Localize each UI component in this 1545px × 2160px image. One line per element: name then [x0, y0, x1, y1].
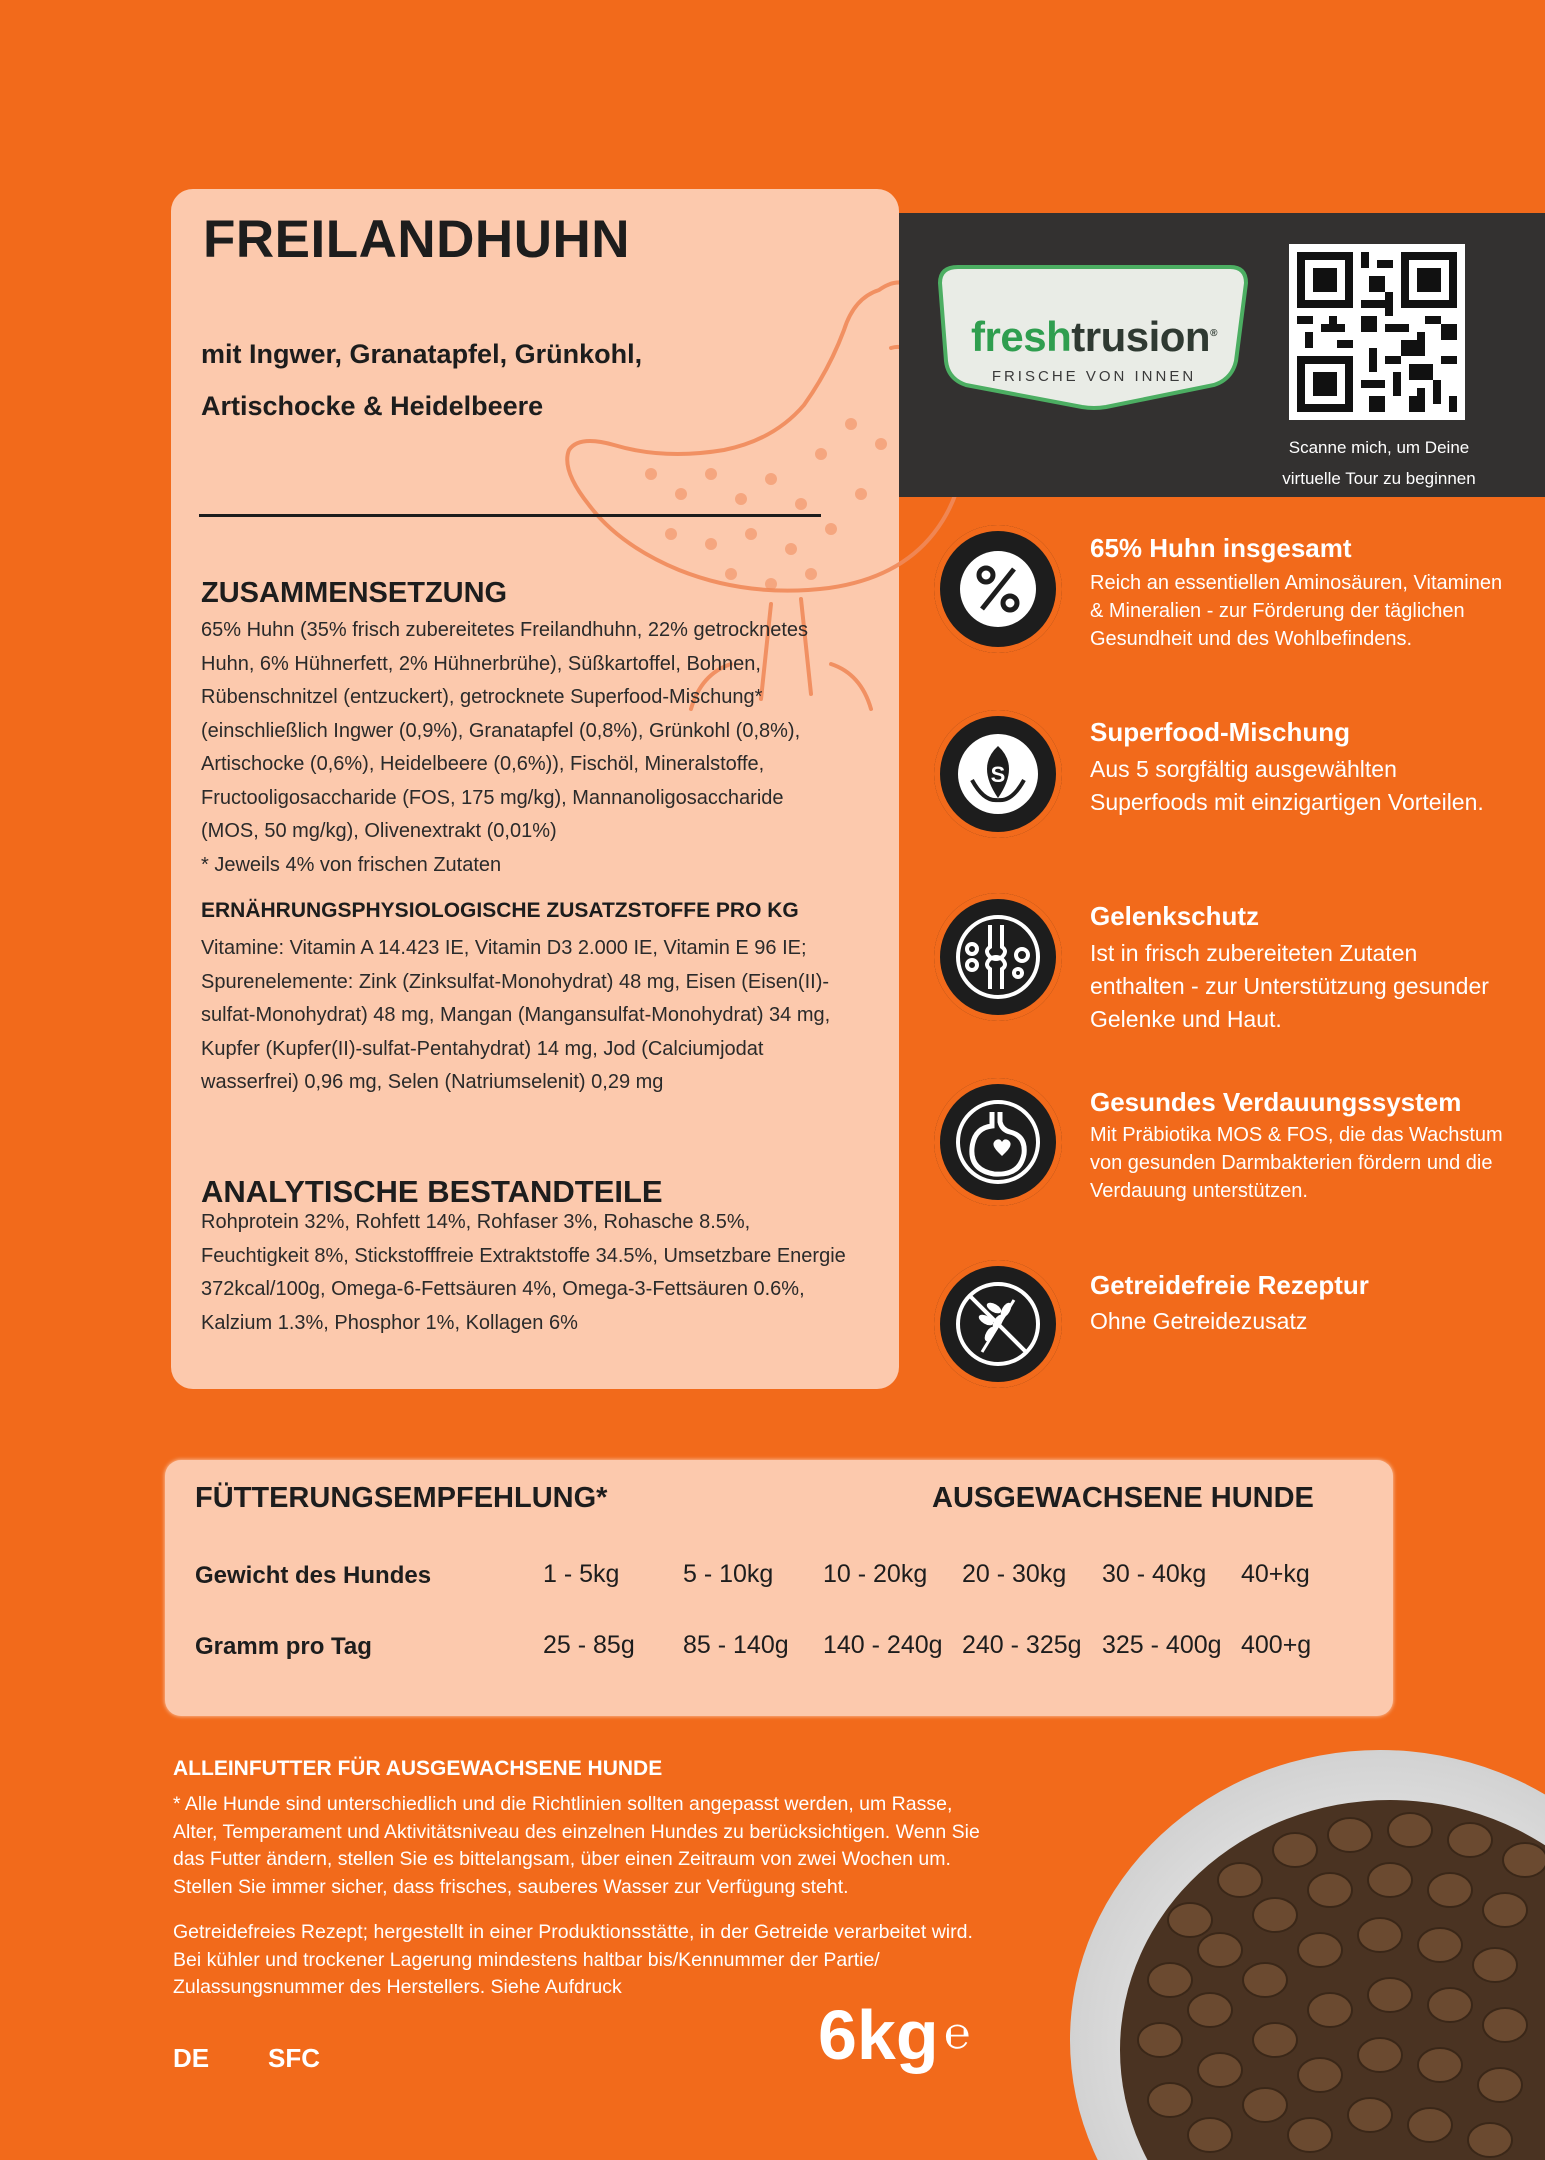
brand-wordmark — [936, 313, 1252, 361]
estimated-sign: ℮ — [944, 2008, 971, 2059]
country-code: DE — [173, 2043, 210, 2073]
composition-text — [201, 614, 831, 882]
grams-cell: 325 - 400g — [1102, 1631, 1222, 1659]
product-title: FREILANDHUHN — [203, 210, 631, 269]
brand-tagline: FRISCHE VON INNEN — [991, 368, 1197, 385]
benefit-text-1: Reich an essentiellen Aminosäuren, Vitaminen & Mineralien - zur Förderung der täglichen Gesundheit und des Wohlbefindens. — [1090, 572, 1503, 650]
composition-heading: ZUSAMMENSETZUNG — [201, 577, 508, 609]
joint-icon — [934, 893, 1062, 1021]
brand-band — [899, 213, 1545, 497]
brand-logo — [936, 261, 1252, 411]
analytics-text: Rohprotein 32%, Rohfett 14%, Rohfaser 3%, Rohasche 8.5%, Feuchtigkeit 8%, Stickstofffreie Extraktstoffe 34.5%, Umsetzbare Energie 372kcal/100g, Omega-6-Fettsäuren 4%, Omega-3-Fettsäuren 0.6%, Kalzium 1.3%, Phosphor 1%, Kollagen 6% — [201, 1211, 846, 1334]
grams-cell: 25 - 85g — [543, 1631, 635, 1659]
grams-cell: 400+g — [1241, 1631, 1312, 1659]
benefit-title-4: Gesundes Verdauungssystem — [1090, 1087, 1462, 1117]
additives-text: Vitamine: Vitamin A 14.423 IE, Vitamin D3 2.000 IE, Vitamin E 96 IE; Spurenelemente: Zink (Zinksulfat-Monohydrat) 48 mg, Eisen (Eisen(II)-sulfat-Monohydrat) 48 mg, Mangan (Mangansulfat-Monohydrat) 34 mg, Kupfer (Kupfer(II)-sulfat-Pentahydrat) 14 mg, Jod (Calciumjodat wasserfrei) 0,96 mg, Selen (Natriumselenit) 0,29 mg — [201, 937, 831, 1093]
superfood-leaf-icon — [934, 710, 1062, 838]
product-subtitle — [201, 328, 721, 432]
benefit-title-2: Superfood-Mischung — [1090, 717, 1350, 747]
footer-note-feeding: * Alle Hunde sind unterschiedlich und die Richtlinien sollten angepasst werden, um Rasse, Alter, Temperament und Aktivitätsniveau des einzelnen Hundes zu berücksichtigen. Wenn Sie das Futter ändern, stellen Sie es bittelangsam, über einen Zeitraum von zwei Wochen um. Stellen Sie immer sicher, dass frisches, sauberes Wasser zur Verfügung steht. — [173, 1793, 980, 1898]
percent-icon — [934, 525, 1062, 653]
feeding-heading: FÜTTERUNGSEMPFEHLUNG* — [195, 1482, 608, 1514]
stomach-icon — [934, 1078, 1062, 1206]
superfood-icon-letter: S — [990, 762, 1006, 787]
net-weight: 6kg — [818, 1996, 939, 2074]
grams-cell: 140 - 240g — [823, 1631, 943, 1659]
footer-note-storage: Getreidefreies Rezept; hergestellt in einer Produktionsstätte, in der Getreide verarbeitet wird. Bei kühler und trockener Lagerung mindestens haltbar bis/Kennummer der Partie/ Zulassungsnummer des Herstellers. Siehe Aufdruck — [173, 1921, 973, 1998]
footer-heading: ALLEINFUTTER FÜR AUSGEWACHSENE HUNDE — [173, 1757, 663, 1780]
weight-row-label: Gewicht des Hundes — [195, 1562, 432, 1589]
grams-cell: 85 - 140g — [683, 1631, 789, 1659]
benefit-text-2: Aus 5 sorgfältig ausgewählten Superfoods mit einzigartigen Vorteilen. — [1090, 756, 1484, 815]
brand-name-part2: trusion — [1071, 313, 1211, 360]
feeding-subheading: AUSGEWACHSENE HUNDE — [932, 1482, 1314, 1514]
title-divider — [199, 514, 821, 517]
additives-heading: ERNÄHRUNGSPHYSIOLOGISCHE ZUSATZSTOFFE PRO KG — [201, 899, 799, 922]
weight-cell: 5 - 10kg — [683, 1560, 774, 1588]
analytics-heading: ANALYTISCHE BESTANDTEILE — [201, 1174, 663, 1209]
grams-cell: 240 - 325g — [962, 1631, 1082, 1659]
registered-mark: ® — [1210, 328, 1217, 339]
benefit-text-5: Ohne Getreidezusatz — [1090, 1308, 1308, 1334]
benefit-title-5: Getreidefreie Rezeptur — [1090, 1270, 1369, 1300]
benefit-text-3: Ist in frisch zubereiteten Zutaten enthalten - zur Unterstützung gesunder Gelenke und Haut. — [1090, 940, 1489, 1032]
weight-cell: 10 - 20kg — [823, 1560, 928, 1588]
qr-caption-line-2: virtuelle Tour zu beginnen — [1282, 469, 1476, 488]
weight-cell: 30 - 40kg — [1102, 1560, 1207, 1588]
composition-footnote: * Jeweils 4% von frischen Zutaten — [201, 853, 502, 876]
weight-cell: 20 - 30kg — [962, 1560, 1067, 1588]
weight-cell: 40+kg — [1241, 1560, 1310, 1588]
grain-free-icon — [934, 1260, 1062, 1388]
subtitle-line-2: Artischocke & Heidelbeere — [201, 391, 544, 421]
kibble-bowl-image — [1050, 1740, 1545, 2160]
qr-code-pattern — [1289, 244, 1465, 420]
product-info-card — [171, 189, 899, 1389]
feeding-recommendation-card — [165, 1460, 1393, 1716]
brand-name-part1: fresh — [971, 313, 1072, 360]
qr-code[interactable] — [1289, 244, 1465, 420]
factory-code: SFC — [268, 2043, 320, 2073]
weight-cell: 1 - 5kg — [543, 1560, 620, 1588]
subtitle-line-1: mit Ingwer, Granatapfel, Grünkohl, — [201, 339, 643, 369]
composition-body: 65% Huhn (35% frisch zubereitetes Freilandhuhn, 22% getrocknetes Huhn, 6% Hühnerfett, 2% Hühnerbrühe), Süßkartoffel, Bohnen, Rübenschnitzel (entzuckert), getrocknete Superfood-Mischung* (einschließlich Ingwer (0,9%), Granatapfel (0,8%), Grünkohl (0,8%), Artischocke (0,6%), Heidelbeere (0,6%)), Fischöl, Mineralstoffe, Fructooligosaccharide (FOS, 175 mg/kg), Mannanoligosaccharide (MOS, 50 mg/kg), Olivenextrakt (0,01%) — [201, 619, 809, 842]
qr-caption — [1259, 432, 1499, 494]
benefit-title-3: Gelenkschutz — [1090, 901, 1260, 931]
benefit-title-1: 65% Huhn insgesamt — [1090, 533, 1352, 563]
qr-caption-line-1: Scanne mich, um Deine — [1288, 438, 1470, 457]
benefit-text-4: Mit Präbiotika MOS & FOS, die das Wachstum von gesunden Darmbakterien fördern und die Verdauung unterstützen. — [1090, 1124, 1503, 1202]
grams-row-label: Gramm pro Tag — [195, 1633, 372, 1660]
